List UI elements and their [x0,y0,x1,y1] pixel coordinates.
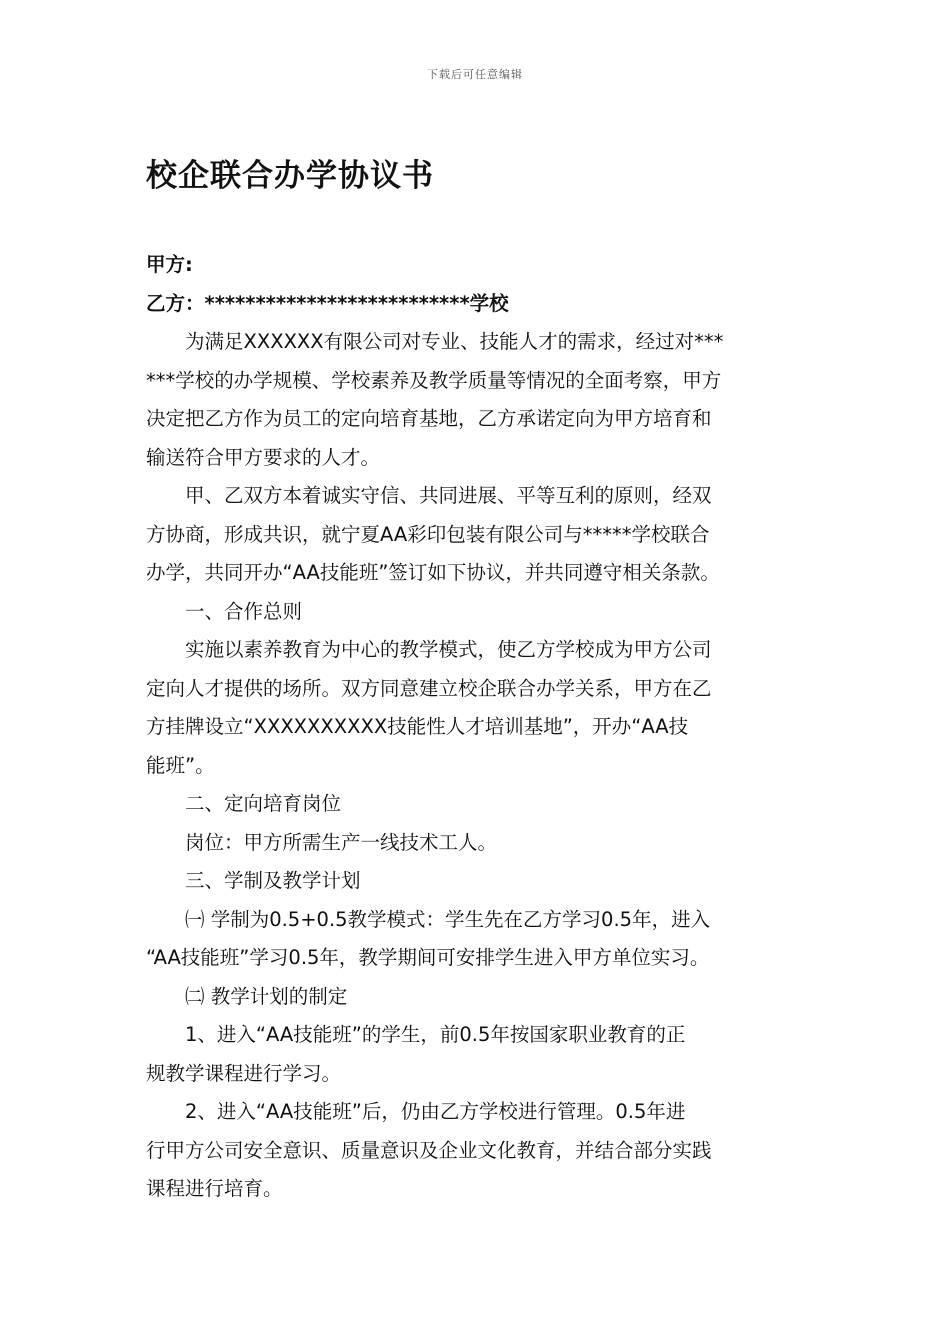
paragraph-line: 输送符合甲方要求的人才。 [146,445,381,469]
section-heading: 二、定向培育岗位 [185,792,342,815]
paragraph-list [146,323,826,1209]
body-paragraph [146,323,826,477]
paragraph-line: 决定把乙方作为员工的定向培育基地，乙方承诺定向为甲方培育和 [146,407,712,430]
paragraph-line: 为满足XXXXXX有限公司对专业、技能人才的需求，经过对*** [185,330,724,353]
paragraph-line: 能班”。 [146,753,215,777]
paragraph-line: ㈠ 学制为0.5+0.5教学模式：学生先在乙方学习0.5年，进入 [185,907,711,931]
section-heading: ㈡ 教学计划的制定 [185,984,348,1008]
section-heading: 三、学制及教学计划 [185,869,361,892]
body-paragraph [146,1093,826,1209]
paragraph-line: 行甲方公司安全意识、质量意识及企业文化教育，并结合部分实践 [146,1138,712,1162]
paragraph-line: 甲、乙双方本着诚实守信、共同进展、平等互利的原则，经双 [185,484,712,507]
paragraph-line: 办学，共同开办“AA技能班”签订如下协议，并共同遵守相关条款。 [146,561,720,584]
document-body [146,246,826,1209]
document-title: 校企联合办学协议书 [146,158,434,194]
party-a-label: 甲方: [146,253,193,276]
paragraph-line: 课程进行培育。 [146,1177,283,1200]
paragraph-line: 方挂牌设立“XXXXXXXXXX技能性人才培训基地”，开办“AA技 [146,715,689,738]
body-paragraph [146,1016,826,1093]
body-paragraph [146,477,826,593]
paragraph-line: 岗位：甲方所需生产一线技术工人。 [185,830,498,854]
paragraph-line: 1、进入“AA技能班”的学生，前0.5年按国家职业教育的正 [185,1023,686,1046]
paragraph-line: 规教学课程进行学习。 [146,1061,342,1085]
paragraph-line: 方协商，形成共识，就宁夏AA彩印包装有限公司与*****学校联合 [146,522,710,546]
section-heading: 一、合作总则 [185,599,303,623]
party-b-label: 乙方：**************************学校 [146,291,509,315]
body-paragraph [146,824,826,863]
paragraph-line: “AA技能班”学习0.5年，教学期间可安排学生进入甲方单位实习。 [146,946,710,969]
paragraph-line: 实施以素养教育为中心的教学模式，使乙方学校成为甲方公司 [185,638,712,661]
paragraph-line: 定向人才提供的场所。双方同意建立校企联合办学关系，甲方在乙 [146,676,712,700]
body-paragraph [146,631,826,785]
page-header-watermark: 下载后可任意编辑 [427,68,523,81]
paragraph-line: 2、进入“AA技能班”后，仍由乙方学校进行管理。0.5年进 [185,1100,686,1123]
body-paragraph [146,901,826,978]
paragraph-line: ***学校的办学规模、学校素养及教学质量等情况的全面考察，甲方 [146,368,722,392]
